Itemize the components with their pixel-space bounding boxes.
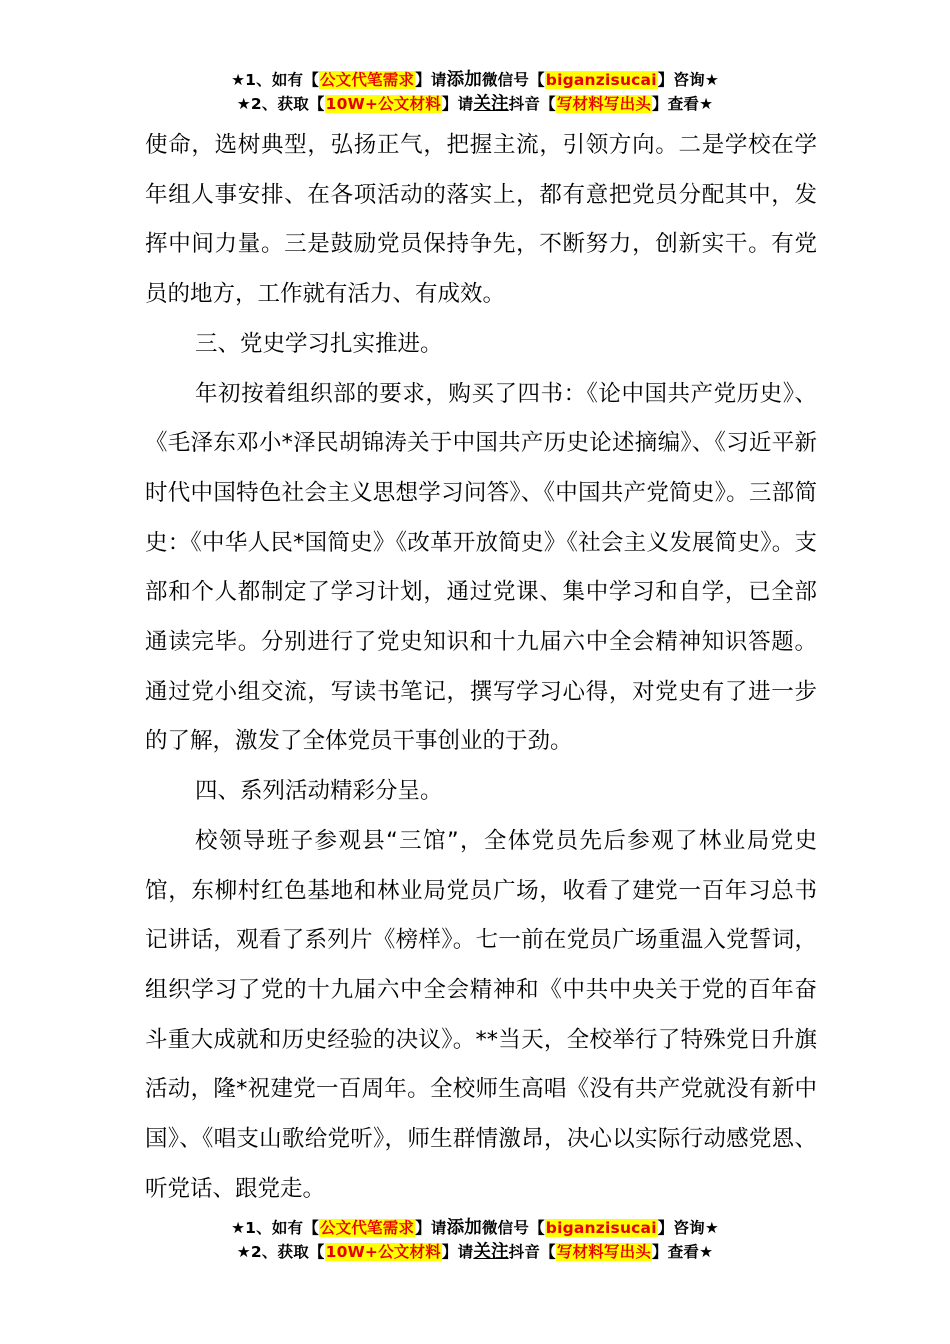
banner-highlight: 公文代笔需求 [319,1219,415,1237]
banner-text: 】查看★ [652,1243,714,1261]
section-heading: 四、系列活动精彩分呈。 [195,778,443,805]
paragraph: 校领导班子参观县“三馆”，全体党员先后参观了林业局党史馆，东柳村红色基地和林业局党员广场，收看了建党一百年习总书记讲话，观看了系列片《榜样》。七一前在党员广场重温入党誓词，组织学习了党的十九届六中全会精神和《中共中央关于党的百年奋斗重大成就和历史经验的决议》。**当天，全校举行了特殊党日升旗活动，隆*祝建党一百周年。全校师生高唱《没有共产党就没有新中国》、《唱支山歌给党听》，师生群情激昂，决心以实际行动感党恩、听党话、跟党走。 [145,827,817,1202]
banner-text: 】查看★ [652,95,714,113]
banner-emphasis: 添加 [446,1218,482,1238]
banner-text: 抖音【 [508,95,556,113]
banner-emphasis: 添加 [446,70,482,90]
footer-banner [0,1216,950,1264]
banner-text: 】请 [415,1219,447,1237]
banner-text: 】请 [441,1243,474,1261]
section-heading: 三、党史学习扎实推进。 [195,330,443,357]
header-banner [0,68,950,116]
banner-emphasis: 关注 [473,94,509,114]
banner-emphasis: 关注 [473,1242,509,1262]
banner-wechat-id: biganzisucai [545,1219,657,1237]
banner-text: ★1、如有【 [231,1219,319,1237]
banner-text: ★2、获取【 [236,95,325,113]
banner-highlight: 公文代笔需求 [319,71,415,89]
paragraph: 年初按着组织部的要求，购买了四书：《论中国共产党历史》、《毛泽东邓小*泽民胡锦涛关于中国共产历史论述摘编》、《习近平新时代中国特色社会主义思想学习问答》、《中国共产党简史》。三部简史：《中华人民*国简史》《改革开放简史》《社会主义发展简史》。支部和个人都制定了学习计划，通过党课、集中学习和自学，已全部通读完毕。分别进行了党史知识和十九届六中全会精神知识答题。通过党小组交流，写读书笔记，撰写学习心得，对党史有了进一步的了解，激发了全体党员干事创业的于劲。 [145,380,817,755]
banner-douyin-id: 写材料写出头 [556,1243,652,1261]
banner-wechat-id: biganzisucai [545,71,657,89]
banner-line-2 [0,92,950,116]
banner-line-1 [0,1216,950,1240]
banner-text: ★1、如有【 [231,71,319,89]
banner-highlight: 10W+公文材料 [325,1243,441,1261]
banner-text: 】咨询★ [657,1219,719,1237]
banner-highlight: 10W+公文材料 [325,95,441,113]
banner-text: 】咨询★ [657,71,719,89]
banner-line-2 [0,1240,950,1264]
banner-text: 抖音【 [508,1243,556,1261]
banner-text: ★2、获取【 [236,1243,325,1261]
banner-text: 】请 [415,71,447,89]
paragraph: 使命，选树典型，弘扬正气，把握主流，引领方向。二是学校在学年组人事安排、在各项活动的落实上，都有意把党员分配其中，发挥中间力量。三是鼓励党员保持争先，不断努力，创新实干。有党员的地方，工作就有活力、有成效。 [145,132,817,308]
banner-line-1 [0,68,950,92]
banner-text: 】请 [441,95,474,113]
banner-douyin-id: 写材料写出头 [556,95,652,113]
banner-text: 微信号【 [481,71,545,89]
document-body [145,121,817,1214]
banner-text: 微信号【 [481,1219,545,1237]
